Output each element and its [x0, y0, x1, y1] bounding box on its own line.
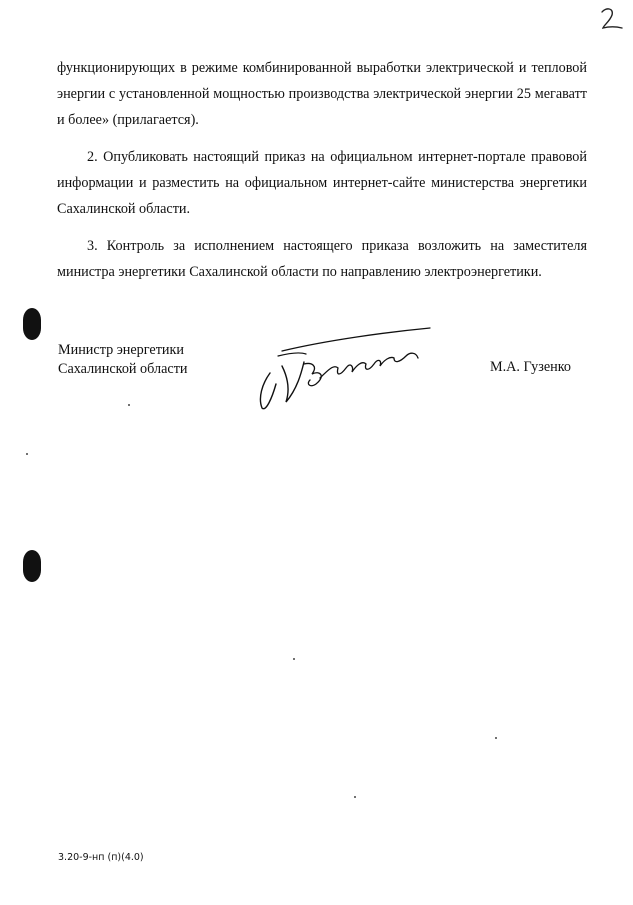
signer-position: [58, 341, 187, 379]
signer-position-line-1: Министр энергетики: [58, 342, 184, 358]
scan-speck: [128, 404, 130, 406]
signer-name: М.А. Гузенко: [490, 359, 572, 375]
paragraph-control: [57, 233, 587, 285]
punch-hole-top: [23, 308, 41, 340]
scan-speck: [293, 658, 295, 660]
scan-speck: [354, 796, 356, 798]
signer-position-line-2: Сахалинской области: [58, 361, 188, 377]
paragraph-3-text: 3. Контроль за исполнением настоящего приказа возложить на заместителя министра энергетики Сахалинской области по направлению электроэнергетики.: [57, 238, 587, 280]
punch-hole-bottom: [23, 550, 41, 582]
scan-speck: [495, 737, 497, 739]
handwritten-page-number: [598, 6, 628, 34]
document-code: 3.20-9-нп (п)(4.0): [58, 852, 144, 863]
paragraph-1-text: функционирующих в режиме комбинированной выработки электрической и тепловой энергии с установленной мощностью производства электрической энергии 25 мегаватт и более» (прилагается).: [57, 60, 587, 128]
handwritten-signature: [248, 318, 448, 418]
paragraph-publication: [57, 144, 587, 222]
paragraph-2-text: 2. Опубликовать настоящий приказ на официальном интернет-портале правовой информации и разместить на официальном интернет-сайте министерства энергетики Сахалинской области.: [57, 149, 587, 217]
scan-speck: [26, 453, 28, 455]
paragraph-continuation: [57, 55, 587, 133]
